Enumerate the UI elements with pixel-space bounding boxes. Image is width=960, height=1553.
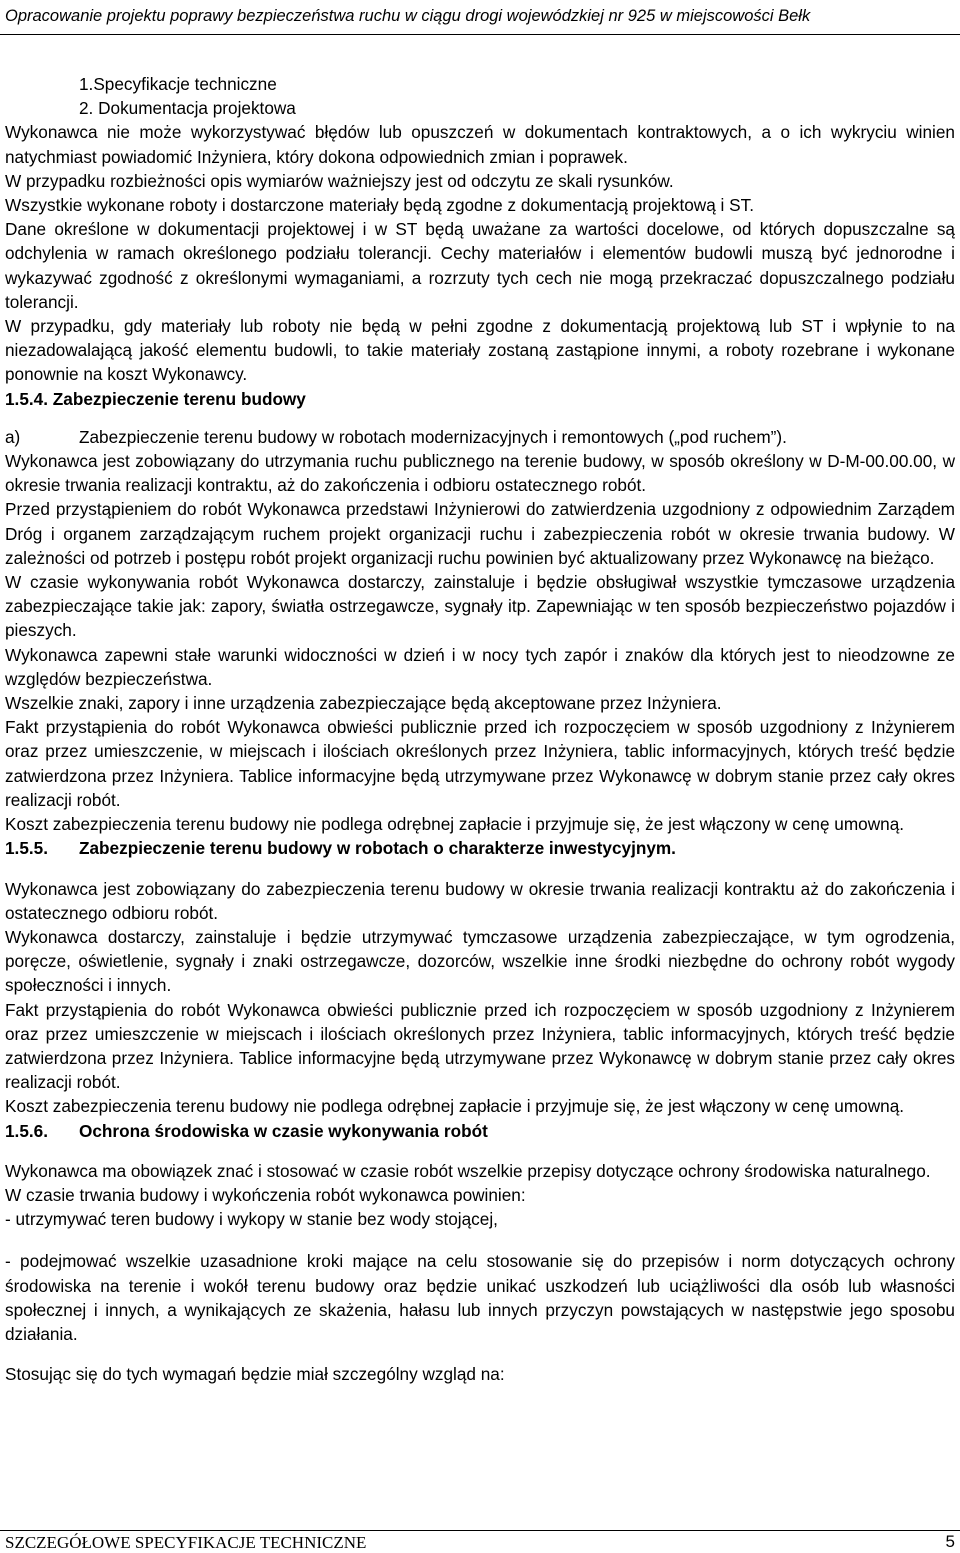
paragraph: Wykonawca jest zobowiązany do utrzymania ruchu publicznego na terenie budowy, w sposób określony w D-M-00.00.00, w okresie trwania realizacji kontraktu, aż do zakończenia i odbioru ostatecznego robót.: [5, 451, 955, 496]
paragraph: Wykonawca nie może wykorzystywać błędów lub opuszczeń w dokumentach kontraktowych, a o ich wykryciu winien natychmiast powiadomić Inżyniera, który dokona odpowiednich zmian i poprawek.: [5, 122, 955, 167]
section-heading-1-5-4: 1.5.4. Zabezpieczenie terenu budowy: [5, 388, 306, 409]
paragraph: Fakt przystąpienia do robót Wykonawca obwieści publicznie przed ich rozpoczęciem w sposób uzgodniony z Inżynierem oraz przez umieszczenie, w miejscach i ilościach określonych przez Inżyniera, tablic informacyjnych, których treść będzie zatwierdzona przez Inżyniera. Tablice informacyjne będą utrzymywane przez Wykonawcę w dobrym stanie przez cały okres realizacji robót.: [5, 717, 955, 810]
section-heading-1-5-6: [5, 1119, 955, 1143]
list-item-label: a): [5, 426, 21, 447]
paragraph: Fakt przystąpienia do robót Wykonawca obwieści publicznie przed ich rozpoczęciem w sposób uzgodniony z Inżynierem oraz przez umieszczenie w miejscach i ilościach określonych przez Inżyniera, tablic informacyjnych, których treść będzie zatwierdzona przez Inżyniera. Tablice informacyjne będą utrzymywane przez Wykonawcę w dobrym stanie przez cały okres realizacji robót.: [5, 999, 955, 1093]
section-number: 1.5.6.: [5, 1120, 49, 1141]
paragraph: Przed przystąpieniem do robót Wykonawca przedstawi Inżynierowi do zatwierdzenia uzgodniony z odpowiednim Zarządem Dróg i organem zarządzającym ruchem projekt organizacji ruchu i zabezpieczenia robót w okresie trwania budowy. W zależności od potrzeb i postępu robót projekt organizacji ruchu powinien być aktualizowany przez Wykonawcę na bieżąco.: [5, 499, 955, 568]
paragraph: Wszystkie wykonane roboty i dostarczone materiały będą zgodne z dokumentacją projektową i ST.: [5, 195, 754, 216]
document-body: [5, 72, 955, 1386]
list-item-project-documentation: 2. Dokumentacja projektowa: [79, 98, 296, 119]
paragraph: Koszt zabezpieczenia terenu budowy nie podlega odrębnej zapłacie i przyjmuje się, że jest włączony w cenę umowną.: [5, 814, 905, 835]
document-header: Opracowanie projektu poprawy bezpieczeństwa ruchu w ciągu drogi wojewódzkiej nr 925 w miejscowości Bełk: [5, 7, 811, 25]
section-heading-1-5-5: [5, 836, 955, 860]
list-item-dash: - podejmować wszelkie uzasadnione kroki mające na celu stosowanie się do przepisów i norm dotyczących ochrony środowiska na terenie i wokół terenu budowy oraz będzie unikać uszkodzeń lub uciążliwości dla osób lub własności społecznej i innych, a wynikających ze skażenia, hałasu lub innych przyczyn powstających w następstwie jego sposobu działania.: [5, 1251, 955, 1344]
section-title: Ochrona środowiska w czasie wykonywania robót: [79, 1120, 488, 1141]
footer-title: SZCZEGÓŁOWE SPECYFIKACJE TECHNICZNE: [5, 1533, 367, 1552]
list-item-dash: - utrzymywać teren budowy i wykopy w stanie bez wody stojącej,: [5, 1209, 498, 1230]
section-number: 1.5.5.: [5, 838, 49, 859]
paragraph: Wykonawca zapewni stałe warunki widoczności w dzień i w nocy tych zapór i znaków dla których jest to nieodzowne ze względów bezpieczeństwa.: [5, 644, 955, 689]
paragraph: Stosując się do tych wymagań będzie miał szczególny wzgląd na:: [5, 1364, 505, 1385]
list-item-a: [5, 425, 955, 449]
footer-divider: [0, 1530, 960, 1531]
paragraph: W przypadku, gdy materiały lub roboty nie będą w pełni zgodne z dokumentacją projektową lub ST i wpłynie to na niezadowalającą jakość elementu budowli, to takie materiały zostaną zastąpione innymi, a roboty rozebrane i wykonane ponownie na koszt Wykonawcy.: [5, 316, 955, 385]
paragraph: W czasie trwania budowy i wykończenia robót wykonawca powinien:: [5, 1184, 526, 1205]
list-item-text: Zabezpieczenie terenu budowy w robotach modernizacyjnych i remontowych („pod ruchem”).: [79, 426, 787, 447]
paragraph: Wykonawca jest zobowiązany do zabezpieczenia terenu budowy w okresie trwania realizacji kontraktu aż do zakończenia i ostatecznego odbioru robót.: [5, 878, 955, 923]
list-item-specifications: 1.Specyfikacje techniczne: [79, 74, 277, 94]
header-divider: [0, 34, 960, 35]
section-title: Zabezpieczenie terenu budowy w robotach o charakterze inwestycyjnym.: [79, 838, 676, 859]
paragraph: W czasie wykonywania robót Wykonawca dostarczy, zainstaluje i będzie obsługiwał wszystkie tymczasowe urządzenia zabezpieczające takie jak: zapory, światła ostrzegawcze, sygnały itp. Zapewniając w ten sposób bezpieczeństwo pojazdów i pieszych.: [5, 572, 955, 641]
paragraph: Koszt zabezpieczenia terenu budowy nie podlega odrębnej zapłacie i przyjmuje się, że jest włączony w cenę umowną.: [5, 1096, 905, 1117]
paragraph: Wykonawca ma obowiązek znać i stosować w czasie robót wszelkie przepisy dotyczące ochrony środowiska naturalnego.: [5, 1160, 931, 1181]
paragraph: Dane określone w dokumentacji projektowej i w ST będą uważane za wartości docelowe, od których dopuszczalne są odchylenia w ramach określonego podziału tolerancji. Cechy materiałów i elementów budowli muszą być jednorodne i wykazywać zgodność z określonymi wymaganiami, a rozrzuty tych cech nie mogą przekraczać dopuszczalnego podziału tolerancji.: [5, 219, 955, 312]
paragraph: Wykonawca dostarczy, zainstaluje i będzie utrzymywać tymczasowe urządzenia zabezpieczające, w tym ogrodzenia, poręcze, oświetlenie, sygnały i znaki ostrzegawcze, dozorców, wszelkie inne środki niezbędne do ochrony robót wygody społeczności i innych.: [5, 926, 955, 996]
paragraph: Wszelkie znaki, zapory i inne urządzenia zabezpieczające będą akceptowane przez Inżyniera.: [5, 693, 722, 714]
page-number: 5: [945, 1532, 955, 1551]
paragraph: W przypadku rozbieżności opis wymiarów ważniejszy jest od odczytu ze skali rysunków.: [5, 170, 674, 191]
